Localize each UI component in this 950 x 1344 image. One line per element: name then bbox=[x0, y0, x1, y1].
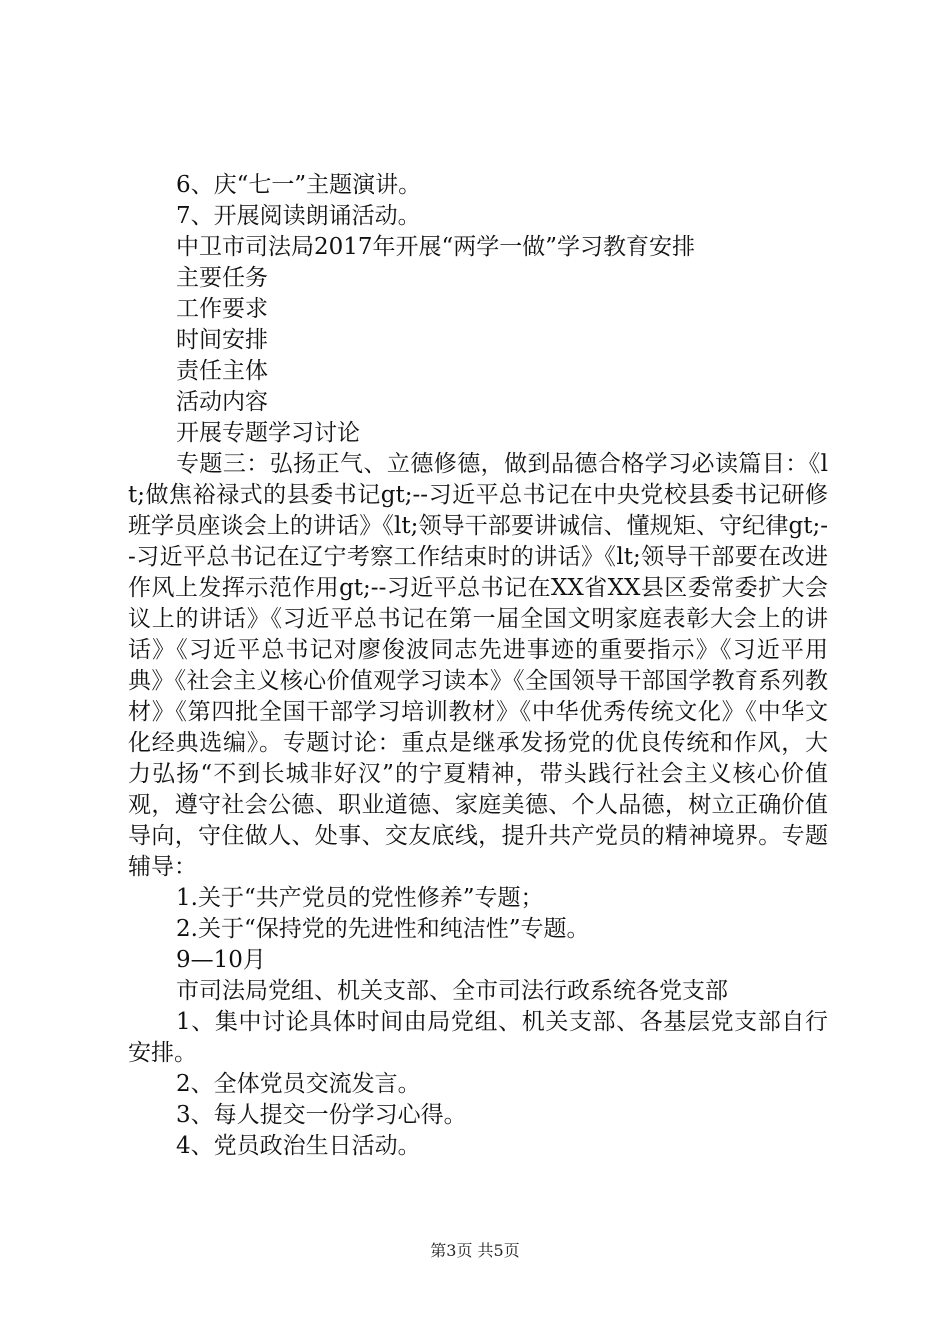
guidance-item-2: 2.关于“保持党的先进性和纯洁性”专题。 bbox=[176, 916, 590, 942]
time-period: 9—10月 bbox=[176, 947, 266, 973]
column-work-requirements: 工作要求 bbox=[176, 296, 268, 322]
discussion-item-1: 1、集中讨论具体时间由局党组、机关支部、各基层党支部自行安排。 bbox=[128, 1009, 828, 1066]
column-activity-content: 活动内容 bbox=[176, 389, 268, 415]
activity-item-7: 7、开展阅读朗诵活动。 bbox=[176, 203, 421, 229]
responsible-units: 市司法局党组、机关支部、全市司法行政系统各党支部 bbox=[176, 978, 728, 1004]
column-time-schedule: 时间安排 bbox=[176, 327, 268, 353]
column-responsible-party: 责任主体 bbox=[176, 358, 268, 384]
discussion-item-4: 4、党员政治生日活动。 bbox=[176, 1133, 421, 1159]
discussion-item-2: 2、全体党员交流发言。 bbox=[176, 1071, 421, 1097]
column-main-tasks: 主要任务 bbox=[176, 265, 268, 291]
document-body bbox=[128, 170, 828, 1162]
topic-three-paragraph: 专题三：弘扬正气、立德修德，做到品德合格学习必读篇目：《lt;做焦裕禄式的县委书记gt;--习近平总书记在中央党校县委书记研修班学员座谈会上的讲话》《lt;领导干部要讲诚信、懂规矩、守纪律gt;--习近平总书记在辽宁考察工作结束时的讲话》《lt;领导干部要在改进作风上发挥示范作用gt;--习近平总书记在XX省XX县区委常委扩大会议上的讲话》《习近平总书记在第一届全国文明家庭表彰大会上的讲话》《习近平总书记对廖俊波同志先进事迹的重要指示》《习近平用典》《社会主义核心价值观学习读本》《全国领导干部国学教育系列教材》《第四批全国干部学习培训教材》《中华优秀传统文化》《中华文化经典选编》。专题讨论：重点是继承发扬党的优良传统和作风，大力弘扬“不到长城非好汉”的宁夏精神，带头践行社会主义核心价值观，遵守社会公德、职业道德、家庭美德、个人品德，树立正确价值导向，守住做人、处事、交友底线，提升共产党员的精神境界。专题辅导： bbox=[128, 451, 828, 880]
activity-item-6: 6、庆“七一”主题演讲。 bbox=[176, 172, 422, 198]
discussion-item-3: 3、每人提交一份学习心得。 bbox=[176, 1102, 467, 1128]
page-number: 第3页 共5页 bbox=[430, 1241, 520, 1260]
schedule-title: 中卫市司法局2017年开展“两学一做”学习教育安排 bbox=[176, 234, 696, 260]
task-topic-discussion: 开展专题学习讨论 bbox=[176, 420, 360, 446]
guidance-item-1: 1.关于“共产党员的党性修养”专题； bbox=[176, 885, 544, 911]
